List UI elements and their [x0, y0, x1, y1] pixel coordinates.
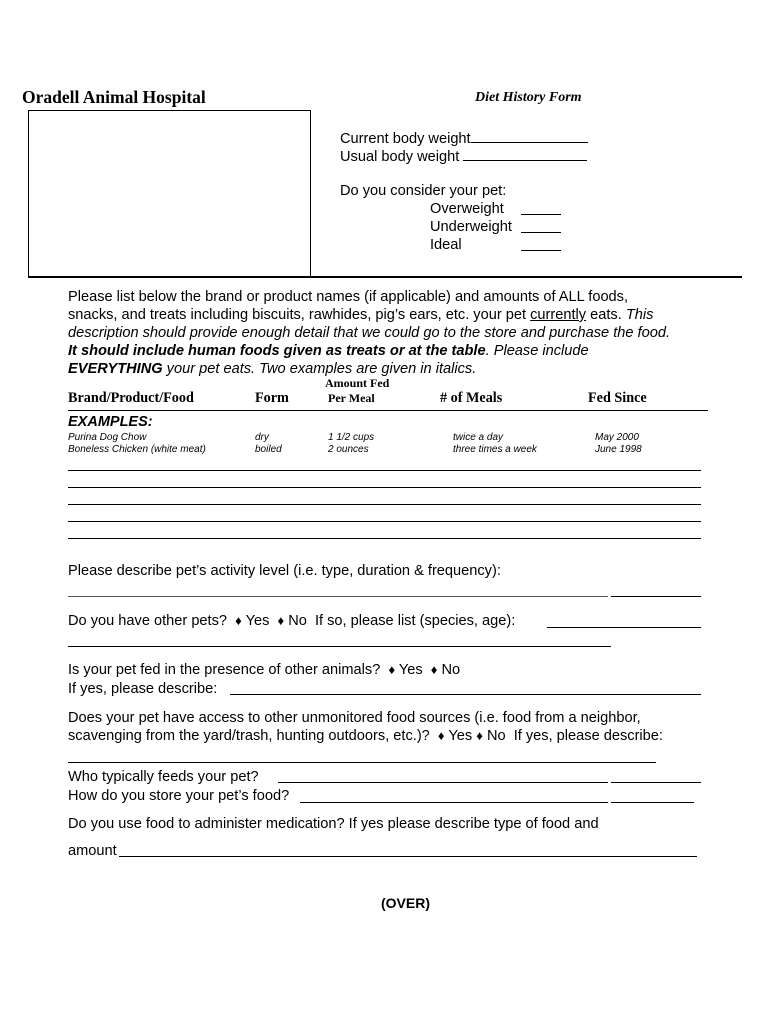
diamond-icon[interactable]: ♦	[437, 728, 445, 743]
diamond-icon[interactable]: ♦	[430, 662, 438, 677]
usual-weight-label: Usual body weight	[340, 149, 460, 165]
other-pets-list-label: If so, please list (species, age):	[314, 613, 516, 629]
who-feeds-field-end[interactable]	[611, 782, 701, 783]
amount-field[interactable]	[119, 856, 697, 857]
store-food-field-end[interactable]	[611, 802, 694, 803]
store-food-label: How do you store your pet’s food?	[68, 788, 290, 804]
instructions-human-foods: It should include human foods given as treats or at the table	[68, 343, 486, 359]
unmonitored-describe-label: If yes, please describe:	[513, 728, 663, 744]
instructions-line2	[68, 306, 653, 324]
diamond-icon[interactable]: ♦	[388, 662, 396, 677]
unmonitored-row	[68, 727, 663, 745]
medication-question: Do you use food to administer medication? If yes please describe type of food and	[68, 816, 599, 832]
other-pets-row	[68, 612, 515, 630]
unmonitored-line2: scavenging from the yard/trash, hunting outdoors, etc.)?	[68, 728, 430, 744]
unmonitored-describe-field[interactable]	[68, 762, 656, 763]
yes-label: Yes	[398, 662, 423, 678]
other-pets-field-2[interactable]	[68, 646, 611, 647]
instructions-please-include: . Please include	[485, 343, 589, 359]
header-fed-since: Fed Since	[588, 390, 647, 406]
who-feeds-field[interactable]	[278, 782, 608, 783]
header-meals: # of Meals	[440, 390, 503, 406]
header-form: Form	[255, 390, 289, 406]
option-ideal: Ideal	[430, 237, 462, 253]
example-amount-2: 2 ounces	[328, 444, 369, 455]
example-amount-1: 1 1/2 cups	[328, 432, 375, 443]
amount-label: amount	[68, 843, 117, 859]
food-entry-line-2[interactable]	[68, 487, 701, 488]
header-amount-top: Amount Fed	[325, 376, 390, 390]
over-label: (OVER)	[381, 895, 430, 911]
option-overweight: Overweight	[430, 201, 504, 217]
photo-box	[28, 110, 311, 278]
consider-label: Do you consider your pet:	[340, 183, 507, 199]
overweight-blank[interactable]	[521, 214, 561, 215]
usual-weight-row	[340, 147, 587, 166]
header-underline	[68, 410, 708, 411]
examples-label: EXAMPLES:	[68, 414, 153, 430]
instructions-examples-note: your pet eats. Two examples are given in italics.	[162, 361, 477, 377]
store-food-field[interactable]	[300, 802, 608, 803]
no-label: No	[288, 613, 307, 629]
instructions-line2-mid: eats.	[586, 307, 626, 323]
current-weight-field[interactable]	[471, 129, 588, 143]
instructions-line4	[68, 342, 589, 360]
header-brand: Brand/Product/Food	[68, 390, 194, 406]
fed-presence-describe-label: If yes, please describe:	[68, 681, 218, 697]
activity-answer-line[interactable]	[68, 596, 608, 597]
who-feeds-label: Who typically feeds your pet?	[68, 769, 259, 785]
underweight-blank[interactable]	[521, 232, 561, 233]
example-form-2: boiled	[255, 444, 282, 455]
no-label: No	[486, 728, 506, 744]
food-entry-line-1[interactable]	[68, 470, 701, 471]
usual-weight-field[interactable]	[463, 147, 587, 161]
diamond-icon[interactable]: ♦	[277, 613, 285, 628]
activity-question: Please describe pet’s activity level (i.e. type, duration & frequency):	[68, 563, 501, 579]
instructions-line2-start: snacks, and treats including biscuits, rawhides, pig’s ears, etc. your pet	[68, 307, 531, 323]
yes-label: Yes	[245, 613, 270, 629]
example-food-2: Boneless Chicken (white meat)	[68, 444, 206, 455]
instructions-line3: description should provide enough detail that we could go to the store and purchase the food.	[68, 325, 670, 341]
example-form-1: dry	[255, 432, 269, 443]
other-pets-question: Do you have other pets?	[68, 613, 228, 629]
example-food-1: Purina Dog Chow	[68, 432, 147, 443]
activity-answer-line-end[interactable]	[611, 596, 701, 597]
example-since-1: May 2000	[595, 432, 639, 443]
instructions-everything: EVERYTHING	[68, 361, 163, 377]
diamond-icon[interactable]: ♦	[476, 728, 483, 743]
header-amount-bottom: Per Meal	[328, 391, 375, 405]
yes-label: Yes	[448, 728, 473, 744]
example-meals-1: twice a day	[453, 432, 504, 443]
other-pets-field-1[interactable]	[547, 627, 701, 628]
example-since-2: June 1998	[595, 444, 642, 455]
option-underweight: Underweight	[430, 219, 512, 235]
diamond-icon[interactable]: ♦	[235, 613, 242, 628]
current-weight-row	[340, 129, 588, 148]
instructions-this: This	[625, 307, 654, 323]
ideal-blank[interactable]	[521, 250, 561, 251]
food-entry-line-5[interactable]	[68, 538, 701, 539]
food-entry-line-4[interactable]	[68, 521, 701, 522]
unmonitored-line1: Does your pet have access to other unmonitored food sources (i.e. food from a neighbor,	[68, 710, 641, 726]
food-entry-line-3[interactable]	[68, 504, 701, 505]
fed-presence-describe-field[interactable]	[230, 694, 701, 695]
instructions-currently: currently	[530, 307, 587, 323]
example-meals-2: three times a week	[453, 444, 537, 455]
hospital-name: Oradell Animal Hospital	[22, 87, 206, 107]
no-label: No	[441, 662, 461, 678]
fed-presence-row	[68, 661, 460, 679]
current-weight-label: Current body weight	[340, 131, 471, 147]
instructions-line5	[68, 360, 476, 378]
instructions-line1: Please list below the brand or product names (if applicable) and amounts of ALL foods,	[68, 289, 629, 305]
fed-presence-question: Is your pet fed in the presence of other animals?	[68, 662, 381, 678]
form-title: Diet History Form	[475, 90, 582, 105]
horizontal-rule	[28, 276, 742, 278]
